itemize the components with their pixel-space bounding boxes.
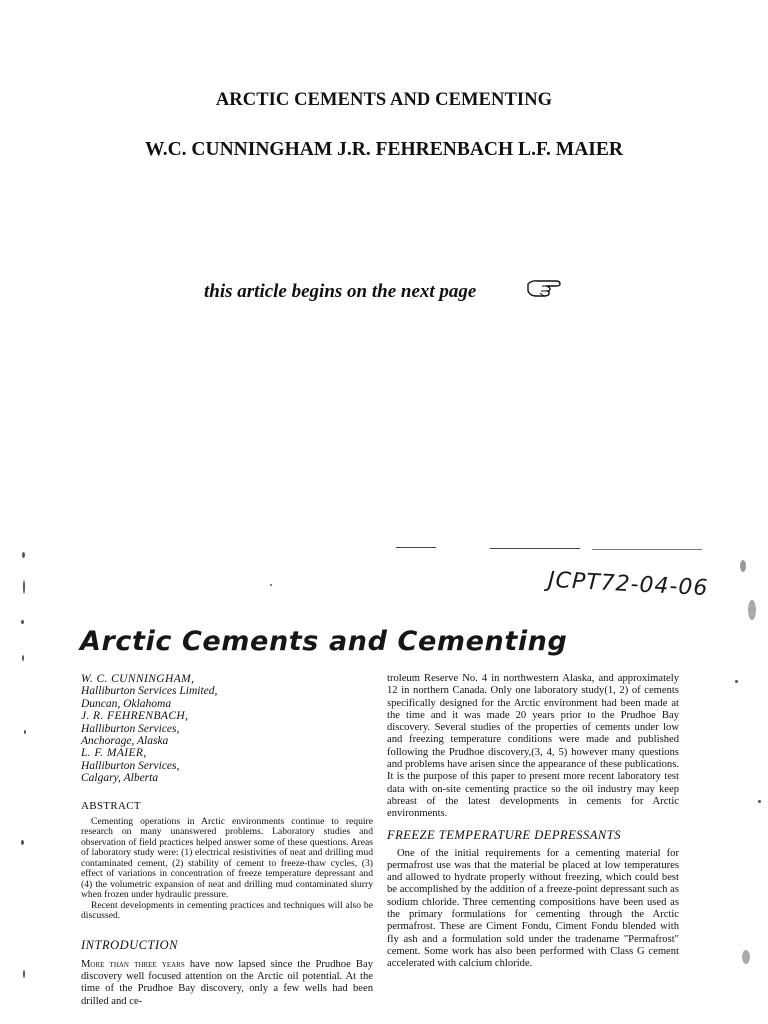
scan-speck (735, 680, 738, 683)
intro-paragraph (81, 959, 373, 1008)
author-org: Halliburton Services, (81, 759, 180, 772)
scan-speck (23, 580, 25, 594)
abstract-heading: ABSTRACT (81, 799, 141, 812)
scan-speck (22, 552, 25, 558)
pointing-hand-icon (526, 276, 562, 298)
author-name: J. R. FEHRENBACH, (81, 710, 189, 723)
scan-speck (21, 840, 24, 845)
cover-title: ARCTIC CEMENTS AND CEMENTING (215, 90, 553, 110)
section-heading-introduction: INTRODUCTION (81, 937, 178, 952)
scan-speck (742, 950, 750, 964)
section-heading-freeze-depressants: FREEZE TEMPERATURE DEPRESSANTS (387, 827, 621, 842)
scan-speck (740, 560, 746, 572)
author-location: Calgary, Alberta (81, 772, 159, 785)
scan-rule (592, 549, 702, 550)
author-name: W. C. CUNNINGHAM, (81, 673, 195, 685)
author-location: Anchorage, Alaska (81, 735, 169, 748)
scan-speck (24, 730, 26, 734)
scan-speck (758, 800, 761, 803)
abstract-paragraph: Recent developments in cementing practices and techniques will also be discussed. (81, 899, 373, 922)
author-location: Duncan, Oklahoma (81, 697, 172, 710)
scan-rule (396, 547, 436, 548)
article-title: Arctic Cements and Cementing (80, 626, 568, 657)
intro-text: have now lapsed since the Prudhoe Bay discovery well focused attention on the Arctic oil potential. At the time of the Prudhoe Bay discovery, only a few wells had been drilled and ce- (81, 958, 373, 1007)
scan-speck (22, 655, 24, 661)
cover-authors: W.C. CUNNINGHAM J.R. FEHRENBACH L.F. MAIER (145, 139, 623, 160)
scan-speck (23, 970, 25, 978)
scan-speck (21, 620, 24, 624)
handwritten-code: JCPT72-04-06 (547, 567, 709, 602)
left-column (81, 673, 373, 1008)
body-paragraph: One of the initial requirements for a cementing material for permafrost use was that the material be placed at low temperatures and allowed to hydrate properly without freezing, which could best be accomplished by the addition of a freeze-point depressant such as sodium chloride. Three cementing compositions have been used as the primary formulations for cementing through the Arctic permafrost. These are Ciment Fondu, Ciment Fondu blended with fly ash and a formulation sold under the tradename "Permafrost" cement. Some work has also been performed with Class G cement accelerated with calcium chloride. (387, 847, 679, 970)
scan-speck (270, 584, 272, 586)
scan-speck (748, 600, 756, 620)
intro-lead: More than three years (81, 958, 185, 970)
author-name: L. F. MAIER, (81, 747, 147, 760)
scan-rule (490, 548, 580, 549)
body-paragraph: troleum Reserve No. 4 in northwestern Alaska, and approximately 12 in northern Canada. Only one laboratory study(1, 2) of cements specifically designed for the Arctic environment had been made at the time and it was made 20 years prior to the Prudhoe Bay discovery. Several studies of the properties of cements under low and freezing temperature conditions were made and published following the Prudhoe discovery,(3, 4, 5) however many questions and problems have arisen since the appearance of these publications. It is the purpose of this paper to present more recent laboratory test data with on-site cementing practice so the oil industry may keep abreast of the latest developments in cements for Arctic environments. (387, 673, 679, 820)
abstract-paragraph: Cementing operations in Arctic environments continue to require research on many unanswered problems. Laboratory studies and observation of field practices helped answer some of these questions. Areas of laboratory study were: (1) electrical resistivities of neat and drilling mud contaminated cement, (2) stability of cement to freeze-thaw cycles, (3) effect of variations in concentration of freeze temperature depressant and (4) the volumetric expansion of neat and drilling mud contaminated slurry when frozen under hydraulic pressure. (81, 815, 373, 901)
author-block (81, 673, 373, 785)
author-org: Halliburton Services, (81, 722, 180, 735)
continuation-note: this article begins on the next page (204, 281, 477, 302)
right-column (387, 673, 679, 971)
author-org: Halliburton Services Limited, (81, 685, 218, 698)
